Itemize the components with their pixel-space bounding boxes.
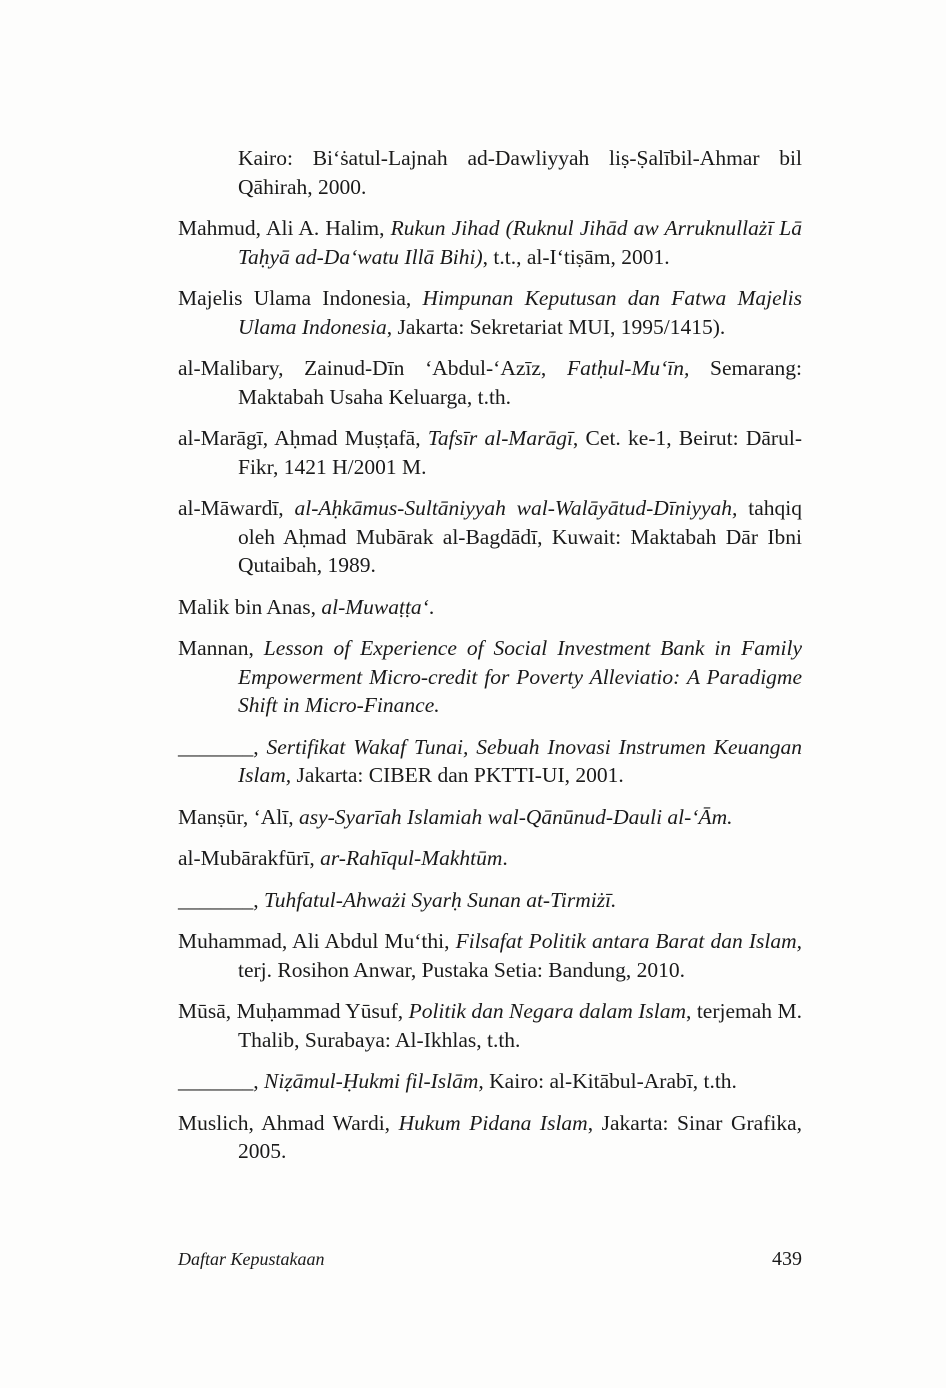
entry-text-segment: Mannan,	[178, 636, 264, 660]
entry-title-segment: Niẓāmul-Ḥukmi fil-Islām,	[264, 1069, 484, 1093]
bibliography-entry	[178, 1067, 802, 1096]
entry-title-segment: ar-Rahīqul-Makhtūm	[320, 846, 503, 870]
bibliography-entry	[178, 733, 802, 790]
entry-title-segment: Tafsīr al-Marāgī	[427, 426, 573, 450]
entry-text-segment: .	[502, 846, 508, 870]
entry-text-segment: al-Marāgī, Aḥmad Muṣṭafā,	[178, 426, 428, 450]
bibliography-entry	[178, 803, 802, 832]
entry-title-segment: Lesson of Experience of Social Investment Bank in Family Empowerment Micro-credit for Poverty Alleviatio: A Paradigme Shift in Micro-Finance.	[238, 636, 802, 717]
bibliography-entry	[178, 844, 802, 873]
entry-text-segment: tahqiq oleh Aḥmad Mubārak al-Bagdādī, Kuwait: Maktabah Dār Ibni Qutaibah, 1989.	[238, 496, 802, 577]
bibliography-entry	[178, 424, 802, 481]
entry-title-segment: al-Muwaṭṭa‘	[321, 594, 429, 619]
bibliography-entry	[178, 354, 802, 411]
entry-text-segment: Muhammad, Ali Abdul Mu‘thi,	[178, 929, 456, 953]
entry-text-segment: Majelis Ulama Indonesia,	[178, 286, 423, 310]
entry-text-segment: _______,	[178, 1069, 264, 1093]
entry-title-segment: al-Aḥkāmus-Sultāniyyah wal-Walāyātud-Dīniyyah,	[294, 496, 738, 520]
entry-text-segment: Malik bin Anas,	[178, 594, 322, 619]
entry-title-segment: asy-Syarīah Islamiah wal-Qānūnud-Dauli al-‘Ām.	[298, 804, 733, 829]
bibliography-list	[178, 144, 802, 1179]
entry-text-segment: terj. Rosihon Anwar, Pustaka Setia: Bandung, 2010.	[238, 957, 686, 982]
bibliography-entry	[178, 144, 802, 201]
entry-text-segment: _______,	[178, 734, 267, 759]
entry-text-segment: Kairo: Bi‘ṡatul-Lajnah ad-Dawliyyah liṣ-Ṣalībil-Ahmar bil Qāhirah, 2000.	[238, 146, 802, 199]
bibliography-entry	[178, 284, 802, 341]
entry-title-segment: Himpunan Keputusan dan Fatwa Majelis Ulama Indonesia	[238, 286, 802, 339]
page-footer	[178, 1248, 802, 1271]
footer-page-number: 439	[772, 1248, 802, 1270]
entry-title-segment: Filsafat Politik antara Barat dan Islam,	[455, 929, 802, 953]
entry-text-segment: al-Malibary, Zainud-Dīn ‘Abdul-‘Azīz,	[178, 356, 567, 380]
entry-text-segment: _______,	[178, 887, 264, 912]
bibliography-entry	[178, 1109, 802, 1166]
entry-text-segment: , terjemah M. Thalib, Surabaya: Al-Ikhlas, t.th.	[238, 999, 802, 1052]
entry-title-segment: Sertifikat Wakaf Tunai, Sebuah Inovasi Instrumen Keuangan Islam,	[238, 734, 803, 787]
entry-text-segment: .	[428, 594, 435, 619]
entry-title-segment: Tuhfatul-Ahważi Syarḥ Sunan at-Tirmiżī.	[264, 887, 617, 912]
entry-title-segment: Fatḥul-Mu‘īn,	[566, 356, 690, 380]
entry-text-segment: Mahmud, Ali A. Halim,	[178, 216, 391, 240]
entry-title-segment: Politik dan Negara dalam Islam	[408, 999, 686, 1023]
entry-text-segment: , Cet. ke-1, Beirut: Dārul-Fikr, 1421 H/2001 M.	[238, 426, 802, 479]
entry-text-segment: Jakarta: CIBER dan PKTTI-UI, 2001.	[291, 763, 624, 787]
entry-text-segment: Kairo: al-Kitābul-Arabī, t.th.	[483, 1069, 737, 1093]
entry-title-segment: Hukum Pidana Islam	[398, 1110, 588, 1135]
entry-text-segment: al-Mubārakfūrī,	[178, 846, 321, 870]
entry-text-segment: al-Māwardī,	[178, 496, 295, 520]
bibliography-entry	[178, 494, 802, 580]
entry-text-segment: , Jakarta: Sekretariat MUI, 1995/1415).	[386, 314, 726, 339]
bibliography-entry	[178, 997, 802, 1054]
entry-text-segment: , t.t., al-I‘tiṣām, 2001.	[482, 244, 670, 269]
bibliography-entry	[178, 886, 802, 915]
entry-text-segment: Mūsā, Muḥammad Yūsuf,	[178, 999, 409, 1023]
entry-text-segment: Muslich, Ahmad Wardi,	[178, 1110, 399, 1135]
footer-section-title: Daftar Kepustakaan	[178, 1249, 325, 1269]
entry-text-segment: Manṣūr, ‘Alī,	[178, 804, 299, 829]
entry-text-segment: Semarang: Maktabah Usaha Keluarga, t.th.	[238, 356, 802, 409]
bibliography-entry	[178, 927, 802, 984]
bibliography-entry	[178, 593, 802, 622]
bibliography-entry	[178, 634, 802, 720]
entry-title-segment: Rukun Jihad (Ruknul Jihād aw Arruknullażī Lā Taḥyā ad-Da‘watu Illā Bihi)	[238, 216, 802, 269]
bibliography-entry	[178, 214, 802, 271]
entry-text-segment: , Jakarta: Sinar Grafika, 2005.	[238, 1110, 803, 1163]
